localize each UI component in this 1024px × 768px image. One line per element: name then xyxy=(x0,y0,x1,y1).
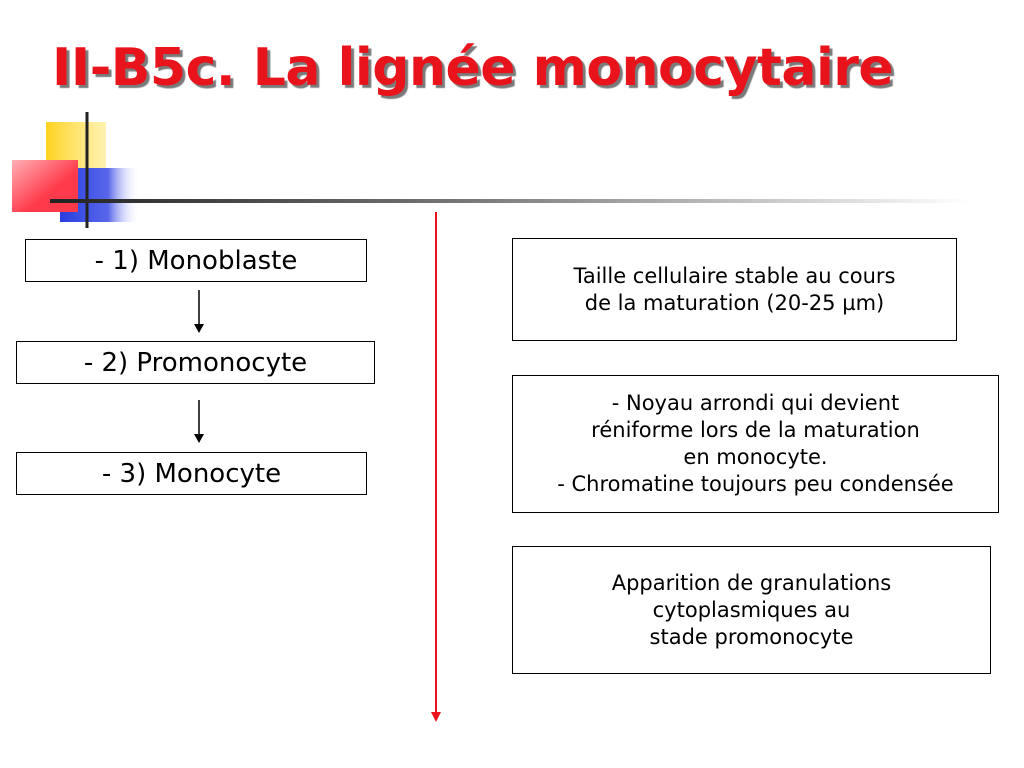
red-square xyxy=(12,160,78,212)
note-text: Taille cellulaire stable au cours de la maturation (20-25 µm) xyxy=(573,263,896,315)
arrow-down-icon xyxy=(189,400,209,444)
stage-label: - 3) Monocyte xyxy=(101,458,282,489)
note-text: - Noyau arrondi qui devient réniforme lors de la maturation en monocyte. - Chromatine toujours peu condensée xyxy=(557,391,954,496)
slide-title: II-B5c. La lignée monocytaire xyxy=(52,38,894,98)
arrow-down-icon xyxy=(189,290,209,334)
note-granulations xyxy=(512,546,991,674)
stage-label: - 1) Monoblaste xyxy=(94,245,298,276)
stage-label: - 2) Promonocyte xyxy=(83,347,308,378)
horizontal-rule xyxy=(50,199,970,203)
stage-monoblaste xyxy=(25,239,367,282)
note-text: Apparition de granulations cytoplasmiques au stade promonocyte xyxy=(611,570,892,649)
note-cell-size xyxy=(512,238,957,341)
stage-promonocyte xyxy=(16,341,375,384)
note-nucleus-chromatin xyxy=(512,375,999,513)
decorative-squares-logo xyxy=(0,110,1024,230)
stage-monocyte xyxy=(16,452,367,495)
timeline-arrow xyxy=(426,212,446,724)
